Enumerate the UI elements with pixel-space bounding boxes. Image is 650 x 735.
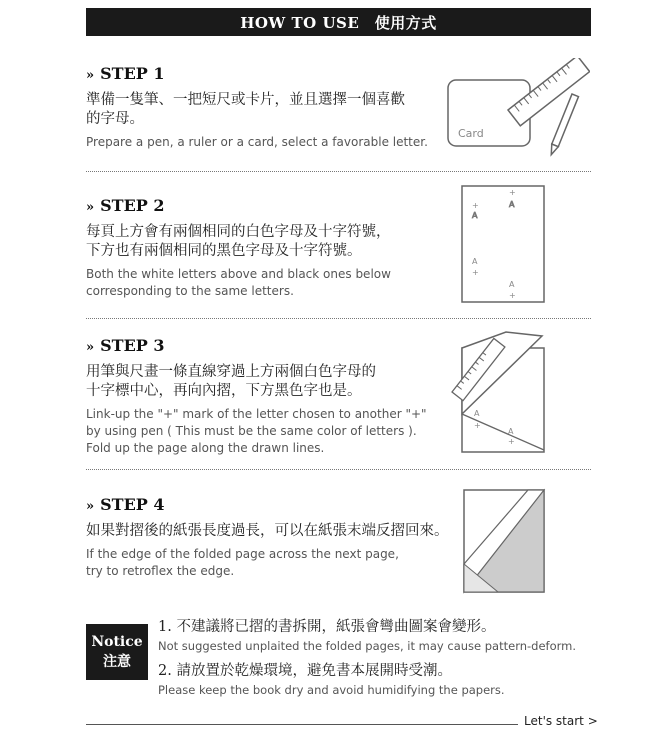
- retroflex-fold-illustration: [458, 484, 550, 596]
- letter-a-icon: A: [474, 409, 480, 418]
- letter-a-icon: A: [472, 211, 478, 220]
- divider: [86, 171, 591, 172]
- letter-a-icon: A: [508, 427, 514, 436]
- footer-divider: [86, 724, 518, 725]
- plus-icon: +: [509, 188, 516, 197]
- letter-a-icon: A: [509, 200, 515, 209]
- divider: [86, 469, 591, 470]
- notice-item-en: Not suggested unplaited the folded pages, it may cause pattern-deform.: [158, 639, 577, 653]
- page-letters-illustration: [460, 184, 550, 306]
- notice-label: [86, 624, 148, 680]
- fold-page-illustration: [446, 328, 556, 456]
- notice-item: [158, 618, 588, 654]
- step-3-title: » STEP 3: [86, 336, 165, 355]
- plus-icon: +: [474, 421, 481, 430]
- double-chevron-icon: »: [86, 340, 95, 355]
- notice-list: [158, 618, 588, 698]
- notice-item-zh: 1. 不建議將已摺的書拆開，紙張會彎曲圖案會變形。: [158, 619, 496, 635]
- letter-a-icon: A: [472, 257, 478, 266]
- step-3-text-zh: 用筆與尺畫一條直線穿過上方兩個白色字母的 十字標中心，再向內摺，下方黑色字也是。: [86, 364, 376, 399]
- card-label: Card: [458, 127, 484, 140]
- step-2-title: » STEP 2: [86, 196, 165, 215]
- step-2-text-zh: 每頁上方會有兩個相同的白色字母及十字符號， 下方也有兩個相同的黑色字母及十字符號。: [86, 224, 391, 259]
- pen-icon: [548, 94, 578, 156]
- step-3-text-en: Link-up the "+" mark of the letter chosen to another "+" by using pen ( This must be the same color of letters ). Fold up the page along the drawn lines.: [86, 407, 427, 455]
- notice-item-zh: 2. 請放置於乾燥環境，避免書本展開時受潮。: [158, 663, 452, 679]
- plus-icon: +: [472, 268, 479, 277]
- step-1-title: » STEP 1: [86, 64, 165, 83]
- double-chevron-icon: »: [86, 200, 95, 215]
- step-1-text-en: Prepare a pen, a ruler or a card, select a favorable letter.: [86, 135, 428, 149]
- page-header: [86, 8, 591, 36]
- notice-label-zh: 注意: [103, 654, 131, 670]
- page-title: HOW TO USE 使用方式: [240, 13, 437, 32]
- double-chevron-icon: »: [86, 68, 95, 83]
- double-chevron-icon: »: [86, 499, 95, 514]
- step-4-title: » STEP 4: [86, 495, 165, 514]
- letter-a-icon: A: [509, 280, 515, 289]
- plus-icon: +: [508, 437, 515, 446]
- plus-icon: +: [509, 291, 516, 300]
- divider: [86, 318, 591, 319]
- step-2-text-en: Both the white letters above and black ones below corresponding to the same letters.: [86, 267, 391, 298]
- lets-start-link[interactable]: Let's start >: [524, 714, 598, 728]
- step-4-text-zh: 如果對摺後的紙張長度過長，可以在紙張末端反摺回來。: [86, 523, 449, 539]
- step-1-text-zh: 準備一隻筆、一把短尺或卡片，並且選擇一個喜歡 的字母。: [86, 92, 405, 127]
- card-ruler-pen-illustration: [440, 58, 590, 158]
- notice-item: [158, 662, 588, 698]
- notice-item-en: Please keep the book dry and avoid humidifying the papers.: [158, 683, 505, 697]
- step-4-text-en: If the edge of the folded page across the next page, try to retroflex the edge.: [86, 547, 399, 578]
- plus-icon: +: [472, 201, 479, 210]
- notice-label-en: Notice: [91, 634, 143, 650]
